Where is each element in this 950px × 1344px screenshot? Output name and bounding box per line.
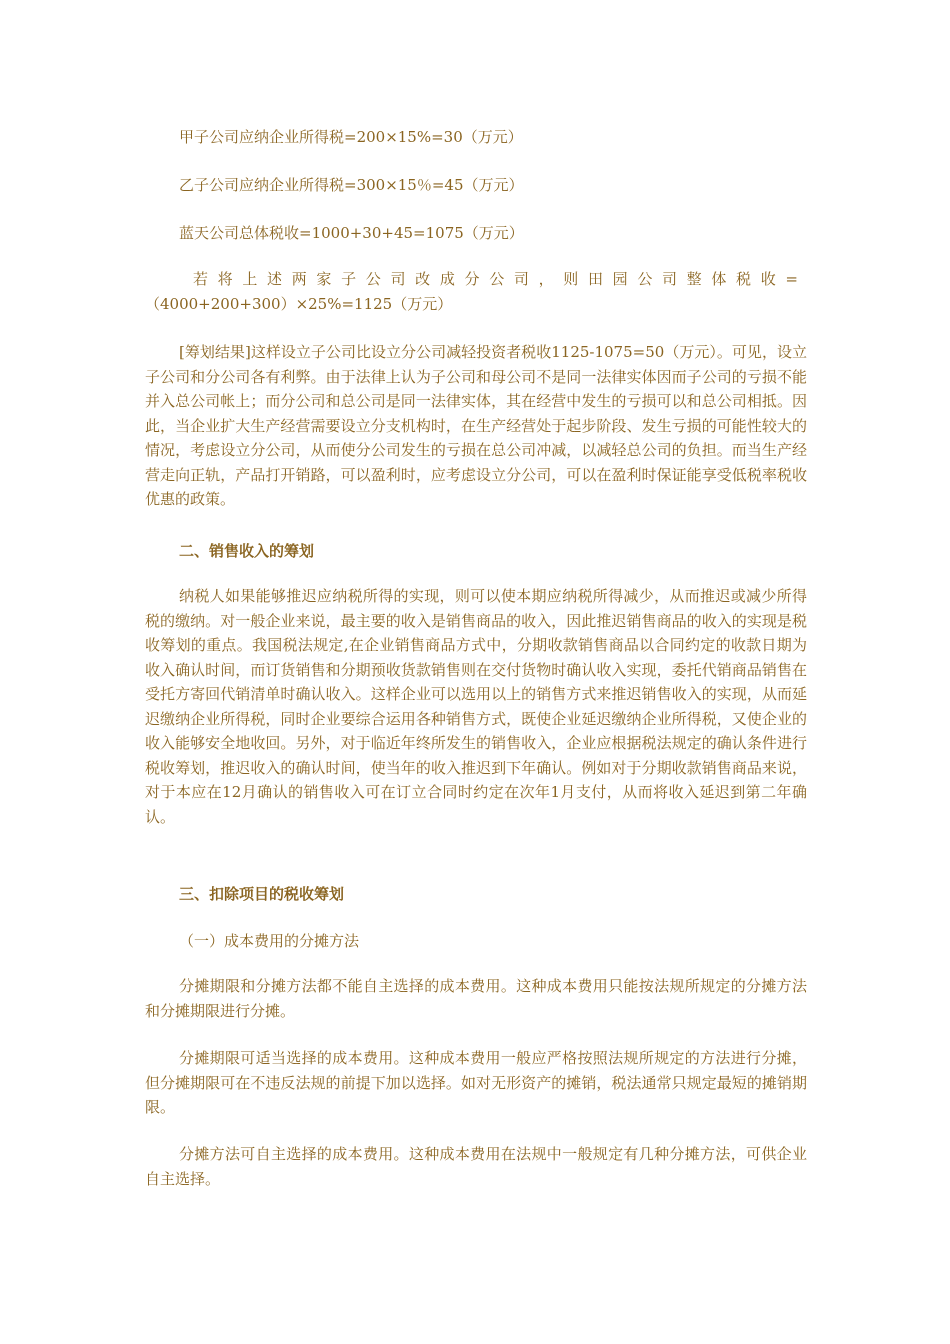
section3-para2: 分摊期限可适当选择的成本费用。这种成本费用一般应严格按照法规所规定的方法进行分摊，但分摊期限可在不违反法规的前提下加以选择。如对无形资产的摊销，税法通常只规定最短的摊销期限。 xyxy=(145,1049,807,1116)
section3-heading: 三、扣除项目的税收筹划 xyxy=(179,885,345,903)
section3-subheading: （一）成本费用的分摊方法 xyxy=(179,932,360,950)
calc-line-jia: 甲子公司应纳企业所得税=200×15%=30（万元） xyxy=(179,128,523,146)
section2-paragraph: 纳税人如果能够推迟应纳税所得的实现，则可以使本期应纳税所得减少，从而推迟或减少所得税的缴纳。对一般企业来说，最主要的收入是销售商品的收入，因此推迟销售商品的收入的实现是税收筹划的重点。我国税法规定,在企业销售商品方式中，分期收款销售商品以合同约定的收款日期为收入确认时间，而订货销售和分期预收货款销售则在交付货物时确认收入实现，委托代销商品销售在受托方寄回代销清单时确认收入。这样企业可以选用以上的销售方式来推迟销售收入的实现，从而延迟缴纳企业所得税，同时企业要综合运用各种销售方式，既使企业延迟缴纳企业所得税，又使企业的收入能够安全地收回。另外，对于临近年终所发生的销售收入，企业应根据税法规定的确认条件进行税收筹划，推迟收入的确认时间，使当年的收入推迟到下年确认。例如对于分期收款销售商品来说，对于本应在12月确认的销售收入可在订立合同时约定在次年1月支付，从而将收入延迟到第二年确认。 xyxy=(145,587,807,826)
section3-para1: 分摊期限和分摊方法都不能自主选择的成本费用。这种成本费用只能按法规所规定的分摊方法和分摊期限进行分摊。 xyxy=(145,977,807,1020)
calc-line-tianyuan: 若将上述两家子公司改成分公司，则田园公司整体税收= xyxy=(193,270,807,288)
calc-line-tianyuan-formula: （4000+200+300）×25%=1125（万元） xyxy=(145,295,453,313)
calc-line-lantian: 蓝天公司总体税收=1000+30+45=1075（万元） xyxy=(179,224,524,242)
result-paragraph: [筹划结果]这样设立子公司比设立分公司减轻投资者税收1125-1075=50（万元）。可见，设立子公司和分公司各有利弊。由于法律上认为子公司和母公司不是同一法律实体因而子公司的亏损不能并入总公司帐上；而分公司和总公司是同一法律实体，其在经营中发生的亏损可以和总公司相抵。因此，当企业扩大生产经营需要设立分支机构时，在生产经营处于起步阶段、发生亏损的可能性较大的情况，考虑设立分公司，从而使分公司发生的亏损在总公司冲减，以减轻总公司的负担。而当生产经营走向正轨，产品打开销路，可以盈利时，应考虑设立分公司，可以在盈利时保证能享受低税率税收优惠的政策。 xyxy=(145,343,807,508)
section2-heading: 二、销售收入的筹划 xyxy=(179,542,315,560)
section3-para3: 分摊方法可自主选择的成本费用。这种成本费用在法规中一般规定有几种分摊方法，可供企业自主选择。 xyxy=(145,1145,807,1188)
calc-line-yi: 乙子公司应纳企业所得税=300×15％=45（万元） xyxy=(179,176,524,194)
